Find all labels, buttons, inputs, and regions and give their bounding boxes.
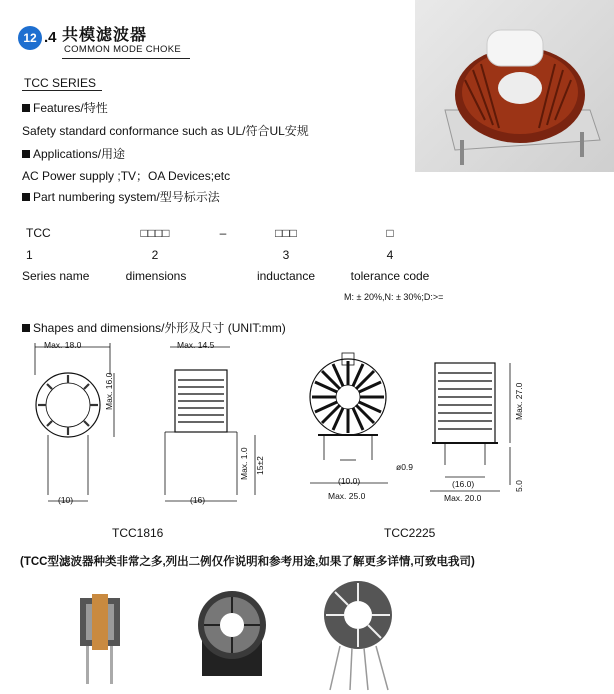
num-dimensions: 2 [151, 248, 159, 262]
tcc2225-max-width: Max. 25.0 [328, 491, 366, 501]
series-divider [22, 90, 102, 91]
bullet-square-icon [22, 193, 30, 201]
section-suffix: .4 [44, 29, 57, 46]
code-tolerance: □ [386, 226, 394, 240]
code-series: TCC [26, 226, 51, 240]
tcc2225-lead-dia: ø0.9 [396, 462, 414, 472]
code-inductance: □□□ [275, 226, 297, 240]
tcc1816-max-width: Max. 18.0 [44, 340, 82, 350]
bullet-square-icon [22, 104, 30, 112]
tcc1816-lead-length: 15±2 [255, 456, 265, 475]
caption-tcc2225: TCC2225 [384, 526, 436, 540]
bullet-square-icon [22, 150, 30, 158]
applications-heading: Applications/用途 [22, 145, 125, 162]
tcc1816-max-height: Max. 16.0 [104, 372, 114, 410]
tcc2225-side-width: Max. 20.0 [444, 493, 482, 503]
footnote: (TCC型滤波器种类非常之多,列出二例仅作说明和参考用途,如果了解更多详情,可致电我司) [20, 556, 475, 568]
tcc2225-max-height: Max. 27.0 [514, 382, 524, 420]
page-title-cn: 共模滤波器 [62, 27, 148, 44]
product-small-choke [80, 594, 120, 684]
num-inductance: 3 [282, 248, 290, 262]
tcc2225-inner-spacing: (10.0) [338, 476, 361, 486]
section-badge: 12 [18, 26, 42, 50]
shapes-heading: Shapes and dimensions/外形及尺寸 (UNIT:mm) [22, 319, 286, 336]
features-text: Safety standard conformance such as UL/符合UL安规 [22, 124, 309, 138]
part-numbering-heading: Part numbering system/型号标示法 [22, 188, 220, 205]
title-divider [62, 58, 190, 59]
product-toroid-leads [324, 581, 392, 690]
applications-text: AC Power supply ;TV；OA Devices;etc [22, 169, 231, 183]
label-series: Series name [22, 269, 90, 283]
product-images [0, 570, 614, 694]
tcc1816-max-standoff: Max. 1.0 [239, 447, 249, 480]
code-dimensions: □□□□ [140, 226, 170, 240]
features-heading: Features/特性 [22, 99, 108, 116]
tcc1816-side-width: Max. 14.5 [177, 340, 215, 350]
code-dash: – [219, 226, 227, 240]
label-tolerance: tolerance code [350, 269, 430, 283]
label-inductance: inductance [256, 269, 316, 283]
bullet-square-icon [22, 324, 30, 332]
tcc2225-pin-spacing: (16.0) [452, 479, 475, 489]
label-dimensions: dimensions [125, 269, 187, 283]
tcc2225-lead-length: 5.0 [514, 480, 524, 492]
num-tolerance: 4 [386, 248, 394, 262]
caption-tcc1816: TCC1816 [112, 526, 164, 540]
product-photo [415, 0, 614, 172]
product-toroid-base [198, 591, 266, 676]
page-title-en: COMMON MODE CHOKE [64, 44, 181, 55]
tcc1816-pin-spacing: (16) [190, 495, 206, 505]
tcc1816-lead-spacing: (10) [58, 495, 74, 505]
num-series: 1 [26, 248, 33, 262]
series-title: TCC SERIES [24, 76, 97, 90]
tolerance-note: M: ± 20%,N: ± 30%;D:>= [344, 292, 444, 302]
choke-photo-illustration [415, 0, 614, 172]
